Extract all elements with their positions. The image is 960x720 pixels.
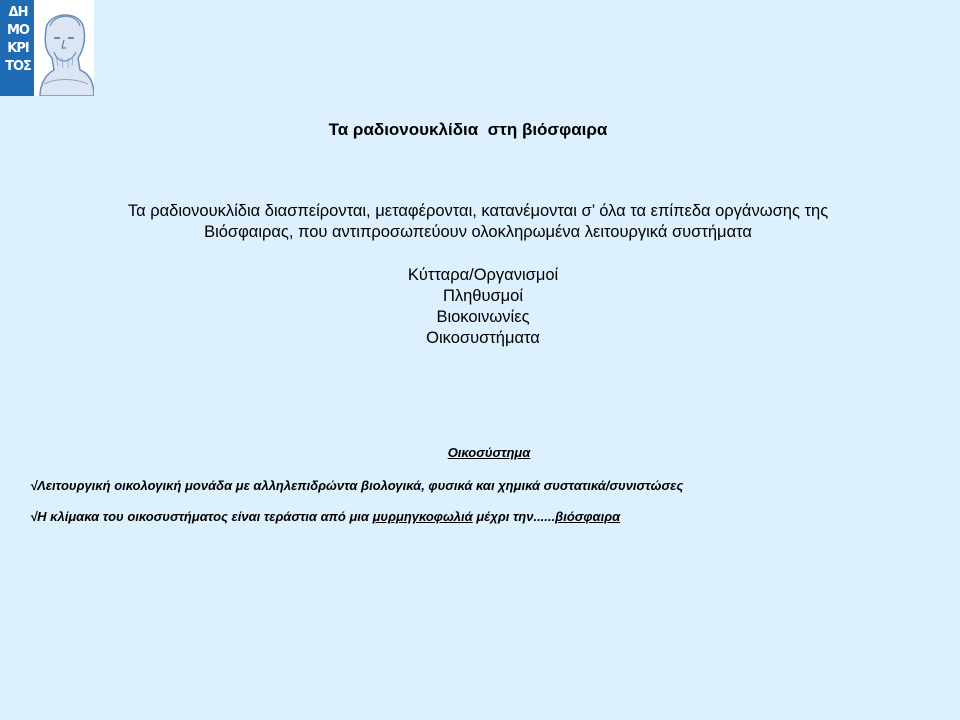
intro-paragraph [0, 201, 956, 243]
scale-text-middle: μέχρι την...... [472, 509, 556, 524]
intro-line-1: Τα ραδιονουκλίδια διασπείρονται, μεταφέρονται, κατανέμονται σ’ όλα τα επίπεδα οργάνωσης της [127, 202, 829, 220]
democritus-logo [0, 0, 94, 96]
level-item: Οικοσυστήματα [426, 329, 540, 347]
logo-band [0, 0, 34, 96]
level-item: Βιοκοινωνίες [436, 308, 530, 326]
scale-text-start: √Η κλίμακα του οικοσυστήματος είναι τεράστια από μια [30, 509, 373, 524]
intro-line-2: Βιόσφαιρας, που αντιπροσωπεύουν ολοκληρωμένα λειτουργικά συστήματα [204, 223, 752, 241]
democritus-bust-icon [36, 0, 94, 96]
ecosystem-bullet-definition: √Λειτουργική οικολογική μονάδα με αλληλεπιδρώντα βιολογικά, φυσικά και χημικά συστατικά/συνιστώσες [30, 478, 684, 493]
biosphere-term: βιόσφαιρα [555, 509, 621, 524]
organization-levels-list [0, 265, 960, 349]
slide-title: Τα ραδιονουκλίδια στη βιόσφαιρα [328, 120, 608, 139]
level-item: Κύτταρα/Οργανισμοί [407, 266, 559, 284]
anthill-term: μυρμηγκοφωλιά [372, 509, 473, 524]
ecosystem-heading: Οικοσύστημα [447, 445, 531, 460]
level-item: Πληθυσμοί [442, 287, 524, 305]
logo-lettering: ΔΗ ΜΟ ΚΡΙ ΤΟΣ [5, 5, 31, 74]
ecosystem-bullet-scale [30, 509, 620, 524]
